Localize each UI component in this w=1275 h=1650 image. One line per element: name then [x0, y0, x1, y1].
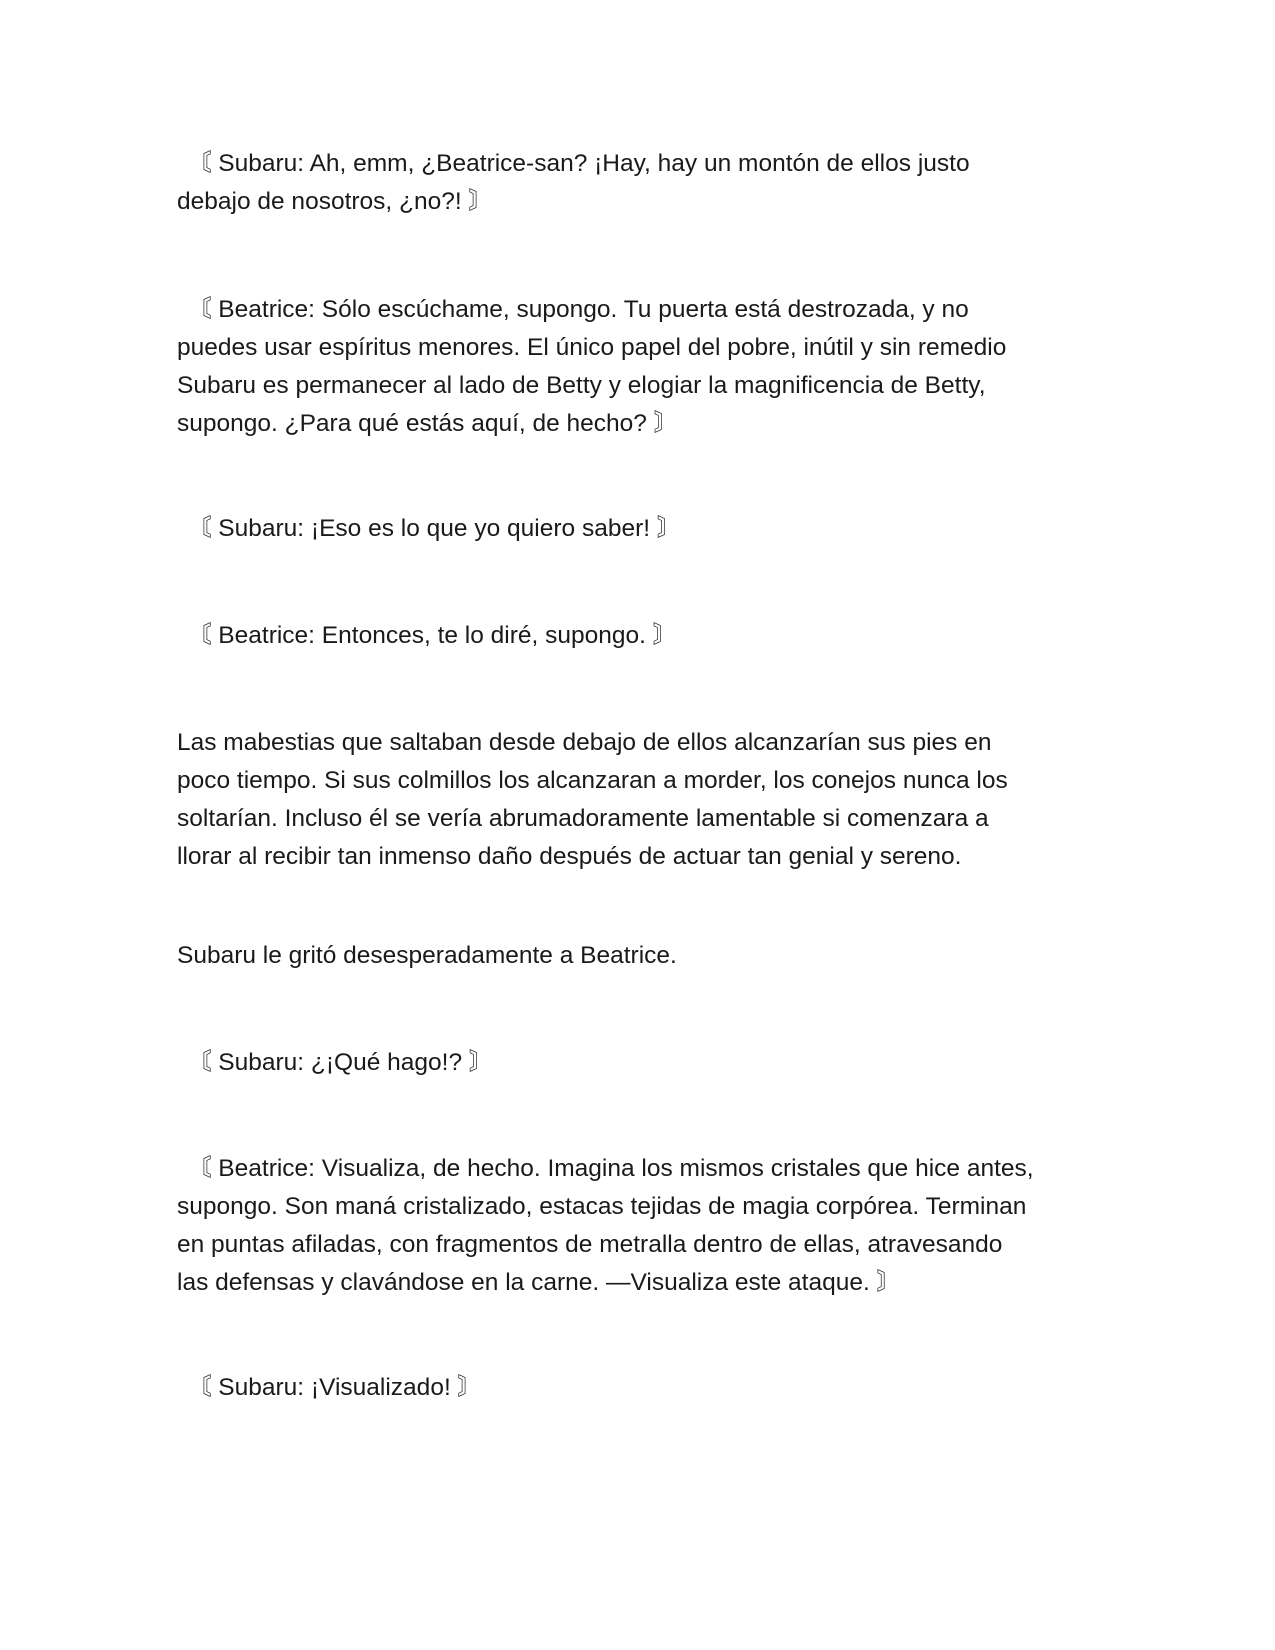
dialogue-paragraph: 〘 Subaru: Ah, emm, ¿Beatrice-san? ¡Hay, hay un montón de ellos justo debajo de nosotros, ¿no?! 〙	[177, 150, 970, 215]
narration-paragraph: Las mabestias que saltaban desde debajo de ellos alcanzarían sus pies en poco tiempo. Si sus colmillos los alcanzaran a morder, los conejos nunca los soltarían. Incluso él se vería abrumadoramente lamentable si comenzara a llorar al recibir tan inmenso daño después de actuar tan genial y sereno.	[177, 729, 1008, 870]
narration-paragraph: Subaru le gritó desesperadamente a Beatrice.	[177, 942, 677, 969]
dialogue-paragraph: 〘 Beatrice: Entonces, te lo diré, supongo. 〙	[187, 622, 678, 649]
dialogue-paragraph: 〘 Subaru: ¡Visualizado! 〙	[187, 1374, 483, 1401]
dialogue-paragraph: 〘 Subaru: ¡Eso es lo que yo quiero saber! 〙	[187, 515, 682, 542]
dialogue-paragraph: 〘 Beatrice: Visualiza, de hecho. Imagina los mismos cristales que hice antes, supongo. Son maná cristalizado, estacas tejidas de magia corpórea. Terminan en puntas afiladas, con fragmentos de metralla dentro de ellas, atravesando las defensas y clavándose en la carne. —Visualiza este ataque. 〙	[177, 1155, 1034, 1296]
dialogue-paragraph: 〘 Subaru: ¿¡Qué hago!? 〙	[187, 1049, 494, 1076]
dialogue-paragraph: 〘 Beatrice: Sólo escúchame, supongo. Tu puerta está destrozada, y no puedes usar espíritus menores. El único papel del pobre, inútil y sin remedio Subaru es permanecer al lado de Betty y elogiar la magnificencia de Betty, supongo. ¿Para qué estás aquí, de hecho? 〙	[177, 296, 1007, 437]
